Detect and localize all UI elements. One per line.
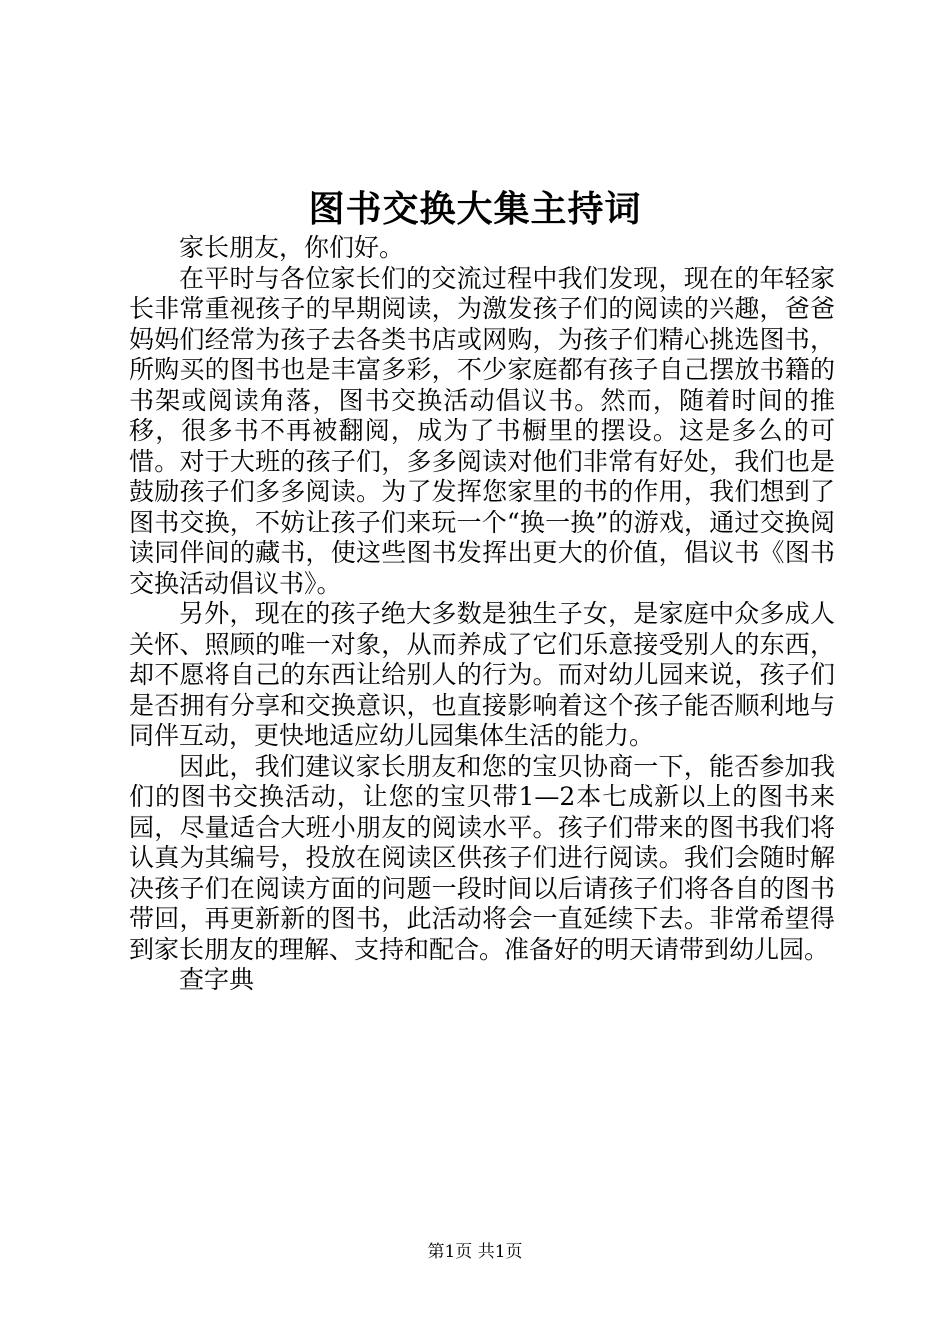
document-title: 图书交换大集主持词 xyxy=(308,188,642,230)
page-footer: 第1页 共1页 xyxy=(427,1242,523,1262)
paragraph-closing: 查字典 xyxy=(179,965,255,994)
paragraph-sharing: 另外，现在的孩子绝大多数是独生子女，是家庭中众多成人关怀、照顾的唯一对象，从而养成了它们乐意接受别人的东西，却不愿将自己的东西让给别人的行为。而对幼儿园来说，孩子们是否拥有分享和交换意识，也直接影响着这个孩子能否顺利地与同伴互动，更快地适应幼儿园集体生活的能力。 xyxy=(129,599,835,750)
paragraph-greeting: 家长朋友，你们好。 xyxy=(179,233,405,262)
paragraph-background: 在平时与各位家长们的交流过程中我们发现，现在的年轻家长非常重视孩子的早期阅读，为激发孩子们的阅读的兴趣，爸爸妈妈们经常为孩子去各类书店或网购，为孩子们精心挑选图书，所购买的图书也是丰富多彩，不少家庭都有孩子自己摆放书籍的书架或阅读角落，图书交换活动倡议书。然而，随着时间的推移，很多书不再被翻阅，成为了书橱里的摆设。这是多么的可惜。对于大班的孩子们，多多阅读对他们非常有好处，我们也是鼓励孩子们多多阅读。为了发挥您家里的书的作用，我们想到了图书交换，不妨让孩子们来玩一个“换一换”的游戏，通过交换阅读同伴间的藏书，使这些图书发挥出更大的价值，倡议书《图书交换活动倡议书》。 xyxy=(129,263,835,598)
paragraph-proposal: 因此，我们建议家长朋友和您的宝贝协商一下，能否参加我们的图书交换活动，让您的宝贝带1—2本七成新以上的图书来园，尽量适合大班小朋友的阅读水平。孩子们带来的图书我们将认真为其编号，投放在阅读区供孩子们进行阅读。我们会随时解决孩子们在阅读方面的问题一段时间以后请孩子们将各自的图书带回，再更新新的图书，此活动将会一直延续下去。非常希望得到家长朋友的理解、支持和配合。准备好的明天请带到幼儿园。 xyxy=(129,751,835,964)
document-body xyxy=(129,233,835,996)
